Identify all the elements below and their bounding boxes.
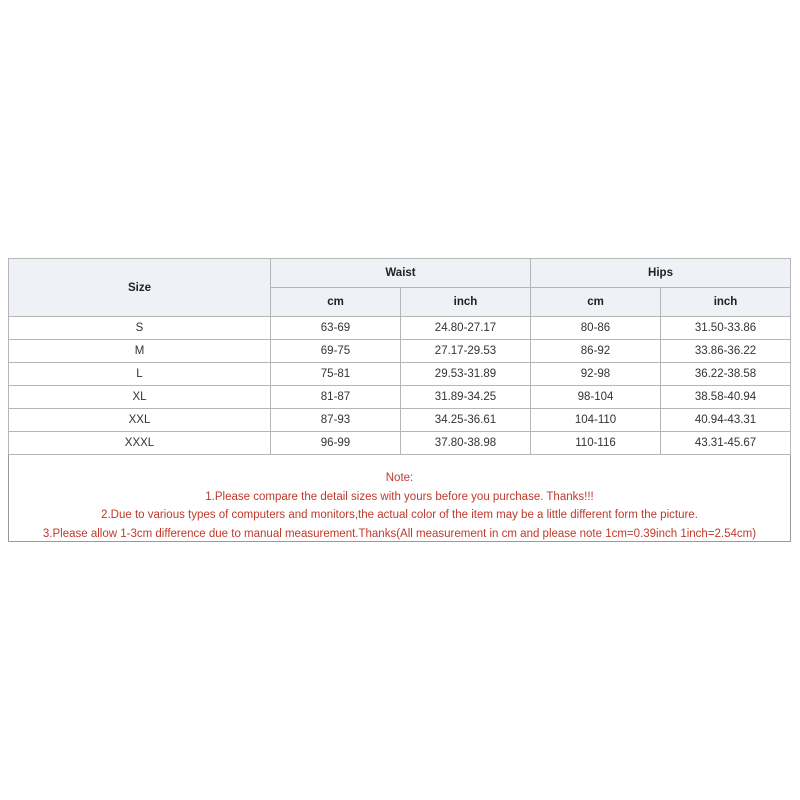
table-row — [9, 340, 791, 363]
notes-section — [9, 469, 790, 543]
hips-cm-cell: 86-92 — [531, 340, 661, 363]
waist-inch-cell: 24.80-27.17 — [401, 317, 531, 340]
waist-inch-cell: 31.89-34.25 — [401, 386, 531, 409]
hips-inch-cell: 31.50-33.86 — [661, 317, 791, 340]
size-cell: S — [9, 317, 271, 340]
size-cell: XL — [9, 386, 271, 409]
hips-cm-cell: 104-110 — [531, 409, 661, 432]
hips-inch-cell: 38.58-40.94 — [661, 386, 791, 409]
note-line-1: 1.Please compare the detail sizes with yours before you purchase. Thanks!!! — [205, 490, 594, 503]
waist-cm-cell: 81-87 — [271, 386, 401, 409]
size-cell: M — [9, 340, 271, 363]
hips-inch-cell: 43.31-45.67 — [661, 432, 791, 455]
waist-inch-cell: 37.80-38.98 — [401, 432, 531, 455]
hips-inch-header: inch — [661, 288, 791, 317]
size-table — [8, 258, 791, 455]
waist-inch-header: inch — [401, 288, 531, 317]
waist-inch-cell: 27.17-29.53 — [401, 340, 531, 363]
waist-cm-cell: 87-93 — [271, 409, 401, 432]
waist-cm-cell: 75-81 — [271, 363, 401, 386]
table-row — [9, 386, 791, 409]
hips-cm-cell: 110-116 — [531, 432, 661, 455]
table-row — [9, 432, 791, 455]
waist-inch-cell: 29.53-31.89 — [401, 363, 531, 386]
header-row-groups — [9, 259, 791, 288]
hips-header: Hips — [531, 259, 791, 288]
hips-inch-cell: 36.22-38.58 — [661, 363, 791, 386]
size-cell: XXL — [9, 409, 271, 432]
hips-cm-cell: 80-86 — [531, 317, 661, 340]
size-chart — [8, 258, 791, 542]
note-line-3: 3.Please allow 1-3cm difference due to manual measurement.Thanks(All measurement in cm and please note 1cm=0.39inch 1inch=2.54cm) — [42, 527, 757, 540]
size-cell: XXXL — [9, 432, 271, 455]
hips-cm-header: cm — [531, 288, 661, 317]
table-row — [9, 317, 791, 340]
waist-cm-cell: 63-69 — [271, 317, 401, 340]
hips-inch-cell: 40.94-43.31 — [661, 409, 791, 432]
size-header: Size — [9, 259, 271, 317]
waist-header: Waist — [271, 259, 531, 288]
note-line-2: 2.Due to various types of computers and monitors,the actual color of the item may be a little different form the picture. — [101, 509, 698, 521]
waist-cm-header: cm — [271, 288, 401, 317]
hips-inch-cell: 33.86-36.22 — [661, 340, 791, 363]
hips-cm-cell: 98-104 — [531, 386, 661, 409]
table-row — [9, 363, 791, 386]
table-row — [9, 409, 791, 432]
waist-cm-cell: 69-75 — [271, 340, 401, 363]
notes-title: Note: — [385, 472, 414, 484]
hips-cm-cell: 92-98 — [531, 363, 661, 386]
size-cell: L — [9, 363, 271, 386]
waist-inch-cell: 34.25-36.61 — [401, 409, 531, 432]
waist-cm-cell: 96-99 — [271, 432, 401, 455]
